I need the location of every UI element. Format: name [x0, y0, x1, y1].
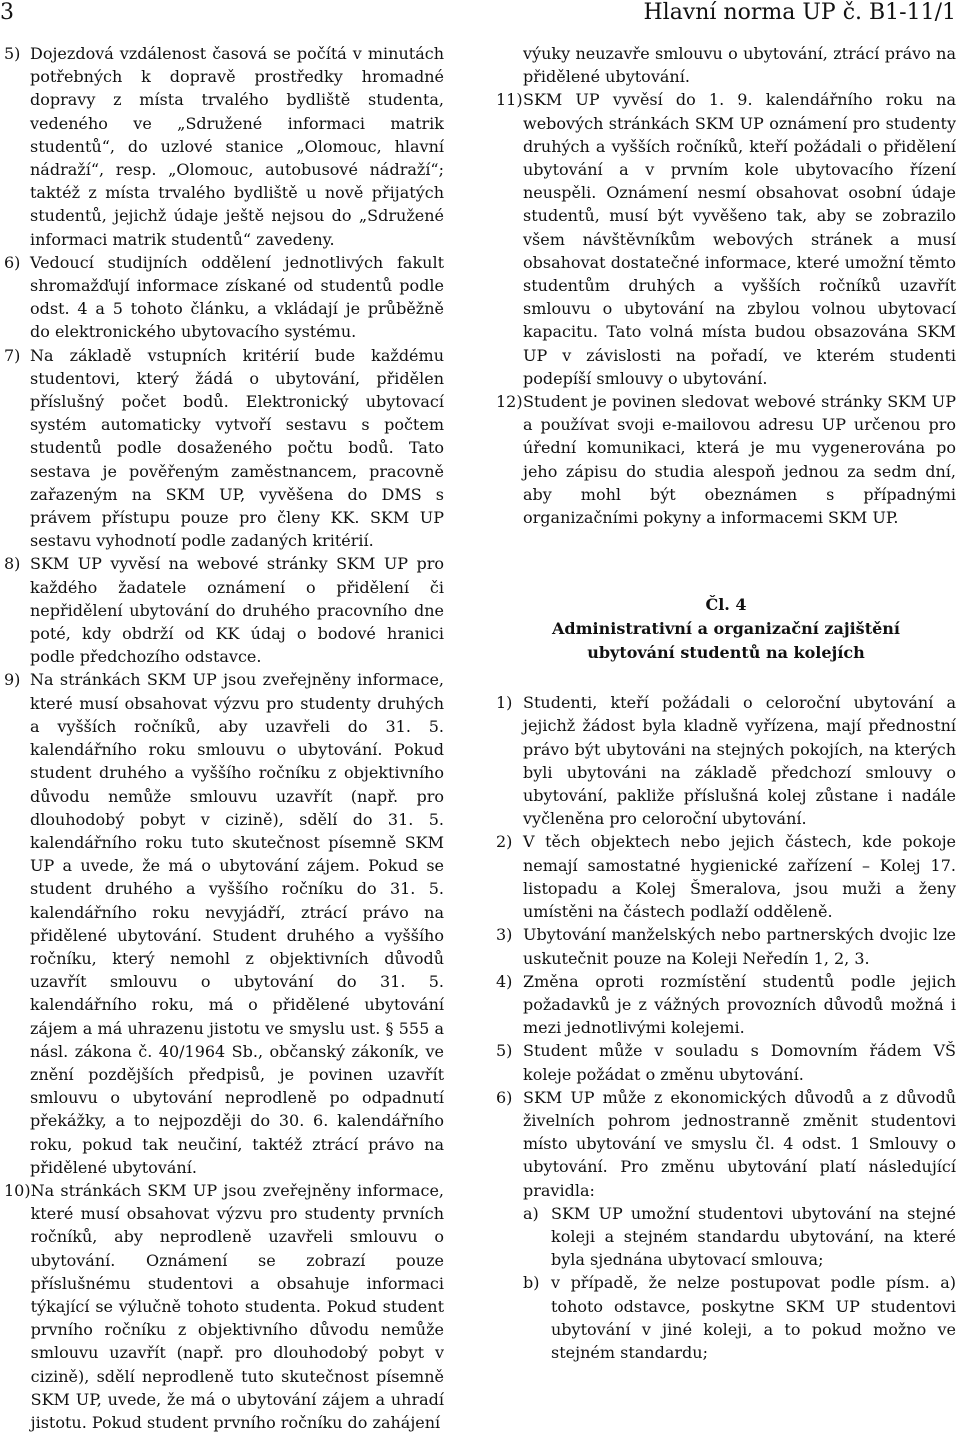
item-number: 12)	[496, 392, 523, 412]
list-item	[4, 251, 444, 344]
item-text: SKM UP může z ekonomických důvodů a z důvodů živelních pohrom jednostranně změnit studentovi místo ubytování ve smyslu čl. 4 odst. 1 Smlouvy o ubytování. Pro změnu ubytování platí následující pravidla:	[523, 1087, 956, 1200]
item-number: 5)	[496, 1041, 513, 1061]
page-number: 3	[0, 0, 14, 25]
list-item-continuation	[496, 42, 956, 88]
list-item	[4, 1179, 444, 1434]
item-number: 4)	[496, 971, 513, 991]
page-header	[0, 0, 960, 30]
item-text: SKM UP vyvěsí do 1. 9. kalendářního roku na webových stránkách SKM UP oznámení pro studenty druhých a vyšších ročníků, kteří požádali o přidělení ubytování a v prvním kole ubytovacího řízení neuspěli. Oznámení nesmí obsahovat osobní údaje studentů, musí být vyvěšeno tak, aby se zobrazilo všem návštěvníkům webových stránek a musí obsahovat dostatečné informace, které umožní těmto studentům druhých a vyšších ročníků uzavřít smlouvu o ubytování na zbylou volnou ubytovací kapacitu. Tato volná místa budou obsazována SKM UP v závislosti na pořadí, ve kterém studenti podepíší smlouvy o ubytování.	[523, 90, 956, 388]
item-number: 9)	[4, 670, 21, 690]
list-item	[496, 88, 956, 390]
section-item-list	[496, 691, 956, 1364]
item-number: 7)	[4, 345, 21, 365]
right-item-list	[496, 42, 956, 529]
item-number: 2)	[496, 832, 513, 852]
list-item	[4, 344, 444, 553]
item-number: 5)	[4, 44, 21, 63]
item-text: Na stránkách SKM UP jsou zveřejněny informace, které musí obsahovat výzvu pro studenty druhých a vyšších ročníků, aby uzavřeli do 31. 5. kalendářního roku smlouvu o ubytování. Pokud student druhého a vyššího ročníku z objektivního důvodu nemůže smlouvu uzavřít (např. pro dlouhodobý pobyt v cizině), sdělí do 31. 5. kalendářního roku tuto skutečnost písemně SKM UP a uvede, že má o ubytování zájem. Pokud se student druhého a vyššího ročníku do 31. 5. kalendářního roku nevyjádří, ztrácí právo na přidělené ubytování. Student druhého a vyššího ročníku, který nemohl z objektivních důvodů uzavřít smlouvu o ubytování do 31. 5. kalendářního roku, má o přidělené ubytování zájem a má uhrazenu jistotu ve smyslu ust. § 555 a násl. zákona č. 40/1964 Sb., občanský zákoník, ve znění pozdějších předpisů, je povinen uzavřít smlouvu o ubytování neprodleně po odpadnutí překážky, a to nejpozději do 30. 6. kalendářního roku, pokud tak neučiní, taktéž ztrácí právo na přidělené ubytování.	[30, 670, 444, 1177]
item-text: SKM UP vyvěsí na webové stránky SKM UP pro každého žadatele oznámení o přidělení či nepřidělení ubytování do druhého pracovního dne poté, kdy obdrží od KK údaj o bodové hranici podle předchozího odstavce.	[30, 554, 444, 667]
sub-item-text: v případě, že nelze postupovat podle písm. a) tohoto odstavce, poskytne SKM UP studentovi ubytování v jiné koleji, a to pokud možno ve stejném standardu;	[551, 1273, 956, 1362]
section-title-line-2: ubytování studentů na kolejích	[587, 643, 865, 663]
item-number: 10)	[4, 1180, 31, 1200]
sub-item-text: SKM UP umožní studentovi ubytování na stejné koleji a stejném standardu ubytování, na které byla sjednána ubytovací smlouva;	[551, 1203, 956, 1270]
sub-item-letter: a)	[523, 1203, 539, 1223]
list-item	[4, 668, 444, 1178]
item-text: Studenti, kteří požádali o celoroční ubytování a jejichž žádost byla kladně vyřízena, mají přednostní právo být ubytováni na stejných pokojích, na kterých byli ubytováni na základě předchozí smlouvy o ubytování, pakliže příslušná kolej zůstane i nadále vyčleněna pro celoroční ubytování.	[523, 693, 956, 829]
item-number: 8)	[4, 554, 21, 574]
list-item	[496, 691, 956, 830]
list-item	[496, 970, 956, 1040]
item-text: Na základě vstupních kritérií bude každému studentovi, který žádá o ubytování, přidělen příslušný počet bodů. Elektronický ubytovací systém automaticky vytvoří sestavu s počtem studentů podle dosaženého počtu bodů. Tato sestava je pověřeným zaměstnancem, pracovně zařazeným na SKM UP, vyvěšena do DMS s právem přístupu pouze pro členy KK. SKM UP sestavu vyhodnotí podle zadaných kritérií.	[30, 345, 444, 551]
right-column	[496, 42, 956, 1364]
list-item	[496, 390, 956, 529]
sub-item-letter: b)	[523, 1273, 540, 1293]
item-number: 6)	[4, 252, 21, 272]
left-column	[4, 42, 444, 1434]
item-number: 11)	[496, 90, 523, 110]
list-item	[4, 42, 444, 251]
item-text: V těch objektech nebo jejich částech, kde pokoje nemají samostatné hygienické zařízení – Kolej 17. listopadu a Kolej Šmeralova, jsou muži a ženy umístěni na částech podlaží odděleně.	[523, 832, 956, 922]
section-heading	[496, 593, 956, 665]
list-item	[496, 923, 956, 969]
item-text: Vedoucí studijních oddělení jednotlivých fakult shromažďují informace získané od studentů podle odst. 4 a 5 tohoto článku, a vkládají je průběžně do elektronického ubytovacího systému.	[30, 252, 444, 342]
item-text: výuky neuzavře smlouvu o ubytování, ztrácí právo na přidělené ubytování.	[523, 44, 956, 87]
item-number: 6)	[496, 1087, 513, 1107]
item-number: 3)	[496, 925, 513, 945]
sub-item-list	[523, 1202, 956, 1364]
section-title-line-1: Administrativní a organizační zajištění	[552, 619, 900, 639]
list-item	[496, 830, 956, 923]
item-text: Student je povinen sledovat webové stránky SKM UP a používat svoji e-mailovou adresu UP určenou pro úřední komunikaci, která je mu vygenerována po jeho zápisu do studia alespoň jednou za sedm dní, aby mohl být obeznámen s případnými organizačními pokyny a informacemi SKM UP.	[523, 392, 956, 528]
list-item	[496, 1039, 956, 1085]
list-item	[496, 1086, 956, 1364]
article-number: Čl. 4	[705, 595, 747, 615]
item-text: Student může v souladu s Domovním řádem VŠ koleje požádat o změnu ubytování.	[523, 1041, 956, 1084]
item-text: Dojezdová vzdálenost časová se počítá v minutách potřebných k dopravě prostředky hromadné dopravy z místa trvalého bydliště studenta, vedeného ve „Sdružené informaci matrik studentů“, do uzlové stanice „Olomouc, hlavní nádraží“, resp. „Olomouc, autobusové nádraží“; taktéž z místa trvalého bydliště u nově přijatých studentů, jejichž údaje ještě nejsou do „Sdružené informaci matrik studentů“ zavedeny.	[30, 44, 444, 249]
item-text: Změna oproti rozmístění studentů podle jejich požadavků je z vážných provozních důvodů možná i mezi jednotlivými kolejemi.	[523, 971, 956, 1038]
left-item-list	[4, 42, 444, 1434]
item-number: 1)	[496, 693, 513, 713]
item-text: Ubytování manželských nebo partnerských dvojic lze uskutečnit pouze na Koleji Neředín 1, 2, 3.	[523, 925, 956, 968]
sub-list-item	[523, 1202, 956, 1272]
sub-list-item	[523, 1271, 956, 1364]
norm-title: Hlavní norma UP č. B1-11/1	[643, 0, 956, 25]
list-item	[4, 552, 444, 668]
item-text: Na stránkách SKM UP jsou zveřejněny informace, které musí obsahovat výzvu pro studenty prvních ročníků, aby neprodleně uzavřeli smlouvu o ubytování. Oznámení se zobrazí pouze příslušnému studentovi a obsahuje informaci týkající se výlučně tohoto studenta. Pokud student prvního ročníku z objektivního důvodu nemůže smlouvu uzavřít (např. pro dlouhodobý pobyt v cizině), sdělí neprodleně tuto skutečnost písemně SKM UP, uvede, že má o ubytování zájem a uhradí jistotu. Pokud student prvního ročníku do zahájení	[30, 1180, 444, 1432]
